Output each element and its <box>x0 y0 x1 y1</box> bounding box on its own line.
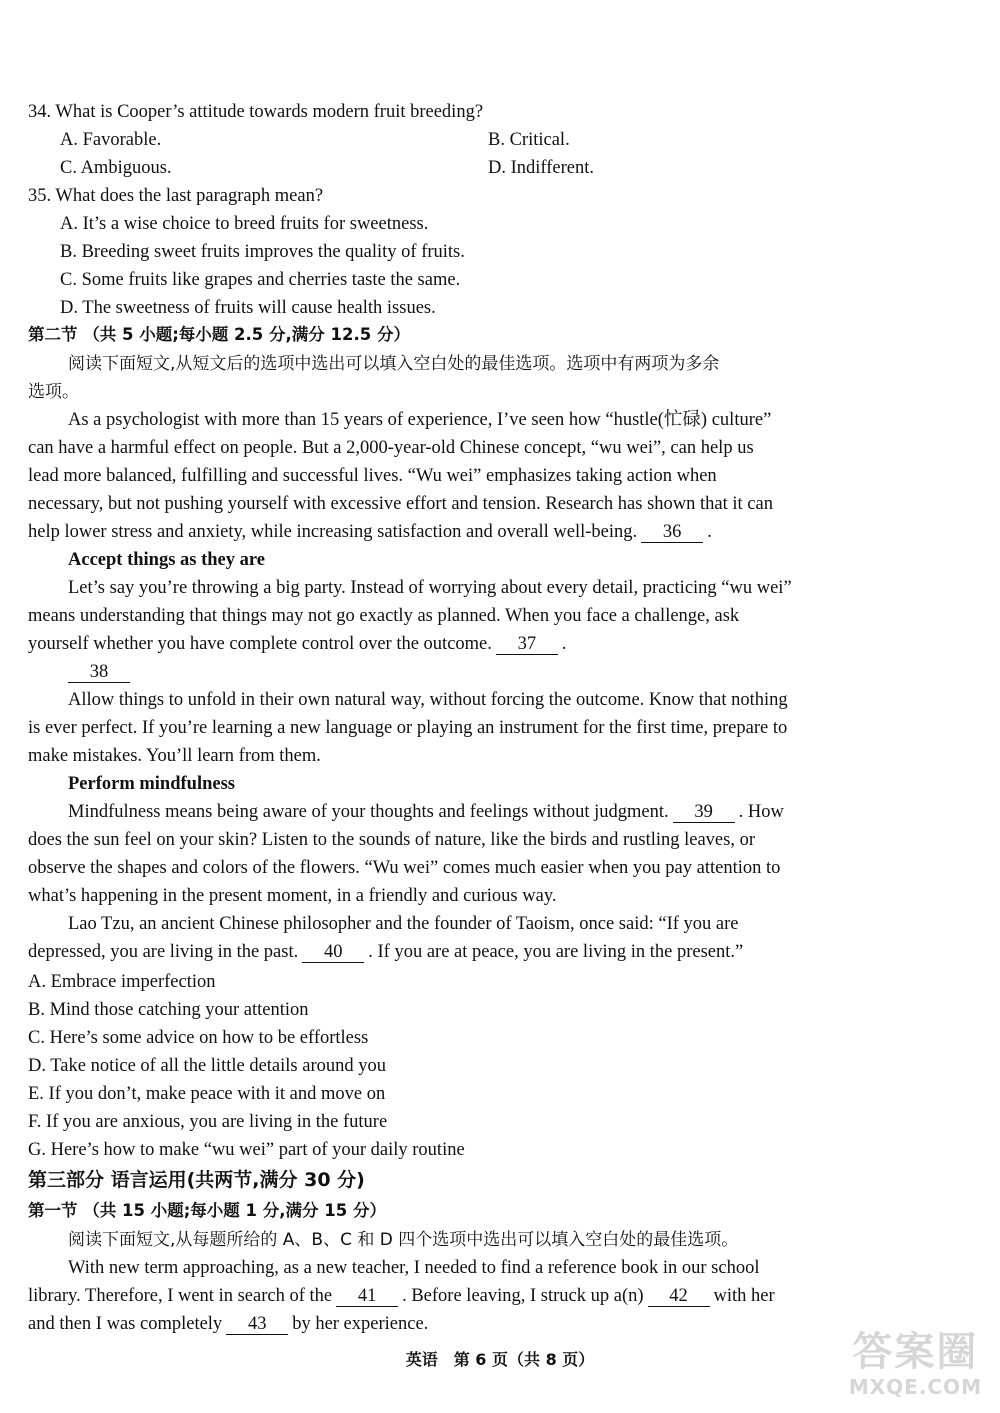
option-f: F. If you are anxious, you are living in the future <box>28 1112 388 1132</box>
subheading-accept-things: Accept things as they are <box>68 550 265 570</box>
q34-option-c: C. Ambiguous. <box>60 158 172 178</box>
part3-section1-heading: 第一节 （共 15 小题;每小题 1 分,满分 15 分） <box>28 1201 386 1220</box>
passage-p1-line3: lead more balanced, fulfilling and successful lives. “Wu wei” emphasizes taking action when <box>28 466 717 486</box>
passage-p2-line3-text: yourself whether you have complete control over the outcome. <box>28 634 492 654</box>
watermark-logo <box>849 1329 982 1399</box>
q34-option-a: A. Favorable. <box>60 130 162 150</box>
passage-p2-line2: means understanding that things may not go exactly as planned. When you face a challenge, ask <box>28 606 740 626</box>
passage-p4-line1 <box>68 798 968 826</box>
passage-p4-line3: observe the shapes and colors of the flowers. “Wu wei” comes much easier when you pay attention to <box>28 858 781 878</box>
cloze-line3 <box>28 1310 928 1338</box>
passage-p1-line2: can have a harmful effect on people. But a 2,000-year-old Chinese concept, “wu wei”, can help us <box>28 438 754 458</box>
blank-42: 42 <box>648 1286 710 1307</box>
subheading-perform-mindfulness: Perform mindfulness <box>68 774 235 794</box>
q35-option-a: A. It’s a wise choice to breed fruits for sweetness. <box>60 214 429 234</box>
cloze-line1: With new term approaching, as a new teacher, I needed to find a reference book in our school <box>68 1258 760 1278</box>
passage-p5-line2-tail: . If you are at peace, you are living in the present.” <box>368 942 744 962</box>
blank-43: 43 <box>226 1314 288 1335</box>
q34-stem: 34. What is Cooper’s attitude towards modern fruit breeding? <box>28 102 484 122</box>
section2-instructions-line2: 选项。 <box>28 382 79 402</box>
option-a: A. Embrace imperfection <box>28 972 216 992</box>
passage-p3-line2: is ever perfect. If you’re learning a new language or playing an instrument for the first time, prepare to <box>28 718 788 738</box>
blank-40: 40 <box>302 942 364 963</box>
blank-39: 39 <box>673 802 735 823</box>
q35-option-c: C. Some fruits like grapes and cherries taste the same. <box>60 270 461 290</box>
cloze-line2 <box>28 1282 928 1310</box>
cloze-line3-text-b: by her experience. <box>292 1314 429 1334</box>
passage-p2-line3: yourself whether you have complete control over the outcome. 37 . <box>28 634 567 654</box>
passage-p1-line5: help lower stress and anxiety, while increasing satisfaction and overall well-being. 36 . <box>28 522 712 542</box>
section2-instructions-line1: 阅读下面短文,从短文后的选项中选出可以填入空白处的最佳选项。选项中有两项为多余 <box>68 354 720 374</box>
cloze-line2-text-c: with her <box>713 1286 775 1306</box>
watermark-url: MXQE.COM <box>848 1375 982 1399</box>
blank-38: 38 <box>68 662 130 683</box>
passage-p4-line4: what’s happening in the present moment, in a friendly and curious way. <box>28 886 557 906</box>
blank-37: 37 <box>496 634 558 655</box>
passage-p3-line1: Allow things to unfold in their own natural way, without forcing the outcome. Know that nothing <box>68 690 788 710</box>
watermark-text: 答案圈 <box>852 1329 979 1375</box>
passage-p5-line1: Lao Tzu, an ancient Chinese philosopher and the founder of Taoism, once said: “If you are <box>68 914 739 934</box>
part3-heading: 第三部分 语言运用(共两节,满分 30 分) <box>28 1169 365 1191</box>
cloze-line2-text-a: library. Therefore, I went in search of the <box>28 1286 333 1306</box>
q35-option-b: B. Breeding sweet fruits improves the quality of fruits. <box>60 242 465 262</box>
blank-36: 36 <box>641 522 703 543</box>
blank-38-line <box>68 658 968 686</box>
option-b: B. Mind those catching your attention <box>28 1000 309 1020</box>
passage-p4-line1-tail: . How <box>738 802 784 822</box>
q35-stem: 35. What does the last paragraph mean? <box>28 186 324 206</box>
passage-p5-line2 <box>28 938 928 966</box>
passage-p4-line1-text: Mindfulness means being aware of your thoughts and feelings without judgment. <box>68 802 669 822</box>
part3-instructions: 阅读下面短文,从每题所给的 A、B、C 和 D 四个选项中选出可以填入空白处的最佳选项。 <box>68 1230 739 1250</box>
cloze-line3-text-a: and then I was completely <box>28 1314 223 1334</box>
passage-p2-line1: Let’s say you’re throwing a big party. Instead of worrying about every detail, practicing “wu wei” <box>68 578 792 598</box>
blank-41: 41 <box>336 1286 398 1307</box>
option-c: C. Here’s some advice on how to be effortless <box>28 1028 369 1048</box>
section2-heading: 第二节 （共 5 小题;每小题 2.5 分,满分 12.5 分） <box>28 325 410 344</box>
page-footer: 英语 第 6 页（共 8 页） <box>405 1350 595 1369</box>
passage-p3-line3: make mistakes. You’ll learn from them. <box>28 746 321 766</box>
option-g: G. Here’s how to make “wu wei” part of your daily routine <box>28 1140 465 1160</box>
cloze-line2-text-b: . Before leaving, I struck up a(n) <box>402 1286 644 1306</box>
q35-option-d: D. The sweetness of fruits will cause health issues. <box>60 298 436 318</box>
q34-option-d: D. Indifferent. <box>488 158 594 178</box>
passage-p5-line2-text: depressed, you are living in the past. <box>28 942 299 962</box>
passage-p1-line5-text: help lower stress and anxiety, while increasing satisfaction and overall well-being. <box>28 522 638 542</box>
passage-p1-line1: As a psychologist with more than 15 years of experience, I’ve seen how “hustle(忙碌) culture” <box>68 410 772 430</box>
option-e: E. If you don’t, make peace with it and move on <box>28 1084 386 1104</box>
passage-p4-line2: does the sun feel on your skin? Listen to the sounds of nature, like the birds and rustling leaves, or <box>28 830 756 850</box>
q34-option-b: B. Critical. <box>488 130 570 150</box>
passage-p1-line4: necessary, but not pushing yourself with excessive effort and tension. Research has shown that it can <box>28 494 773 514</box>
option-d: D. Take notice of all the little details around you <box>28 1056 386 1076</box>
